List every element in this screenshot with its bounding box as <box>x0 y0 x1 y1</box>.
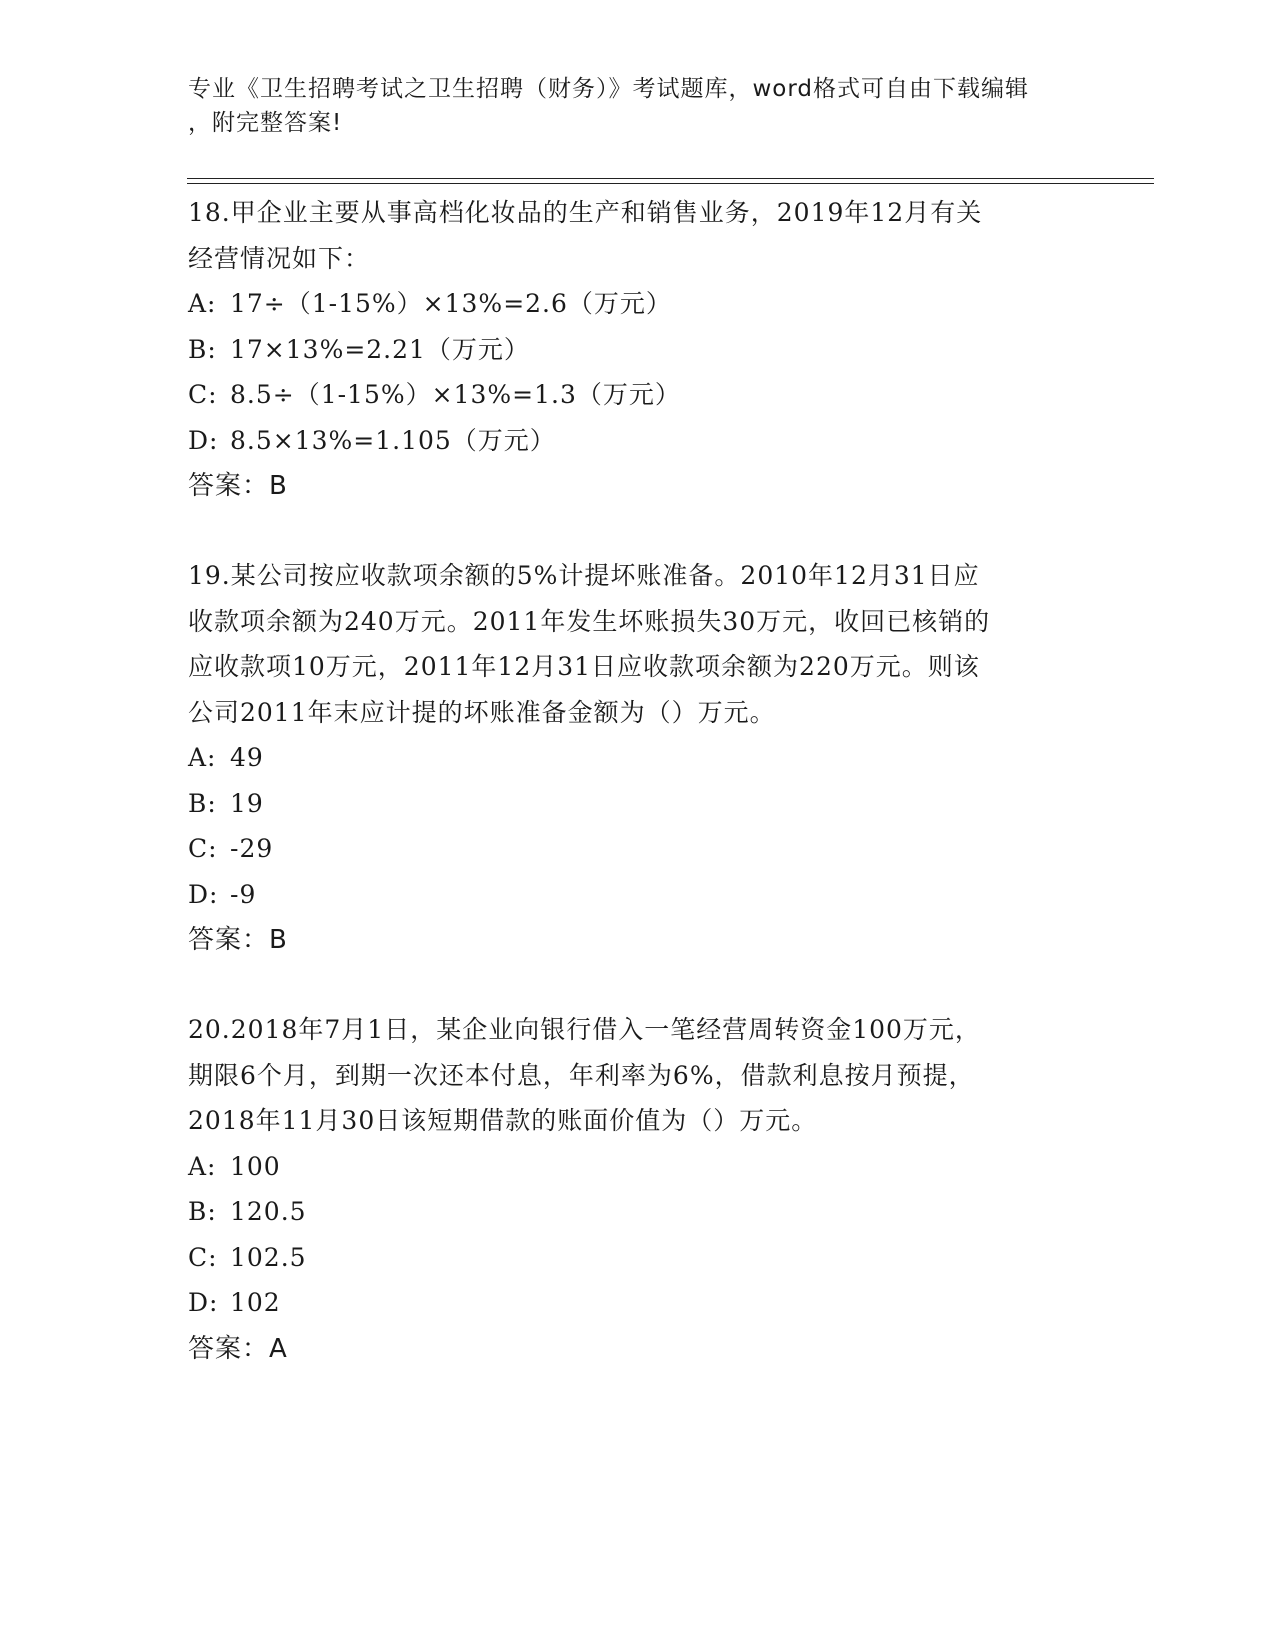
stem-line: 经营情况如下： <box>188 243 371 273</box>
option-b <box>188 781 1088 827</box>
question-stem <box>188 1007 1088 1144</box>
document-header <box>188 72 1068 140</box>
option-b <box>188 327 1088 373</box>
option-letter: B: <box>188 334 217 364</box>
option-text: 102 <box>230 1288 281 1317</box>
header-line-1: 专业《卫生招聘考试之卫生招聘（财务）》考试题库，word格式可自由下载编辑 <box>188 76 1030 102</box>
option-d <box>188 1280 1088 1326</box>
option-letter: D: <box>188 1288 219 1317</box>
stem-line: 19.某公司按应收款项余额的5%计提坏账准备。2010年12月31日应 <box>188 561 980 590</box>
option-text: -29 <box>230 834 274 863</box>
answer-line: 答案：A <box>188 1333 288 1364</box>
question-19 <box>188 553 1088 963</box>
option-b <box>188 1189 1088 1235</box>
option-text: 19 <box>230 788 264 818</box>
question-18 <box>188 190 1088 509</box>
option-letter: C: <box>188 1242 218 1272</box>
option-letter: D: <box>188 879 219 909</box>
option-c <box>188 826 1088 872</box>
stem-line: 18.甲企业主要从事高档化妆品的生产和销售业务，2019年12月有关 <box>188 198 983 227</box>
stem-line: 期限6个月，到期一次还本付息，年利率为6%，借款利息按月预提， <box>188 1060 975 1090</box>
option-letter: A: <box>188 1151 217 1181</box>
option-c <box>188 372 1088 418</box>
option-a <box>188 281 1088 327</box>
option-d <box>188 872 1088 918</box>
question-stem <box>188 553 1088 735</box>
option-letter: B: <box>188 1197 217 1226</box>
header-divider-top <box>187 178 1154 179</box>
option-text: 8.5×13%=1.105（万元） <box>230 425 556 455</box>
question-stem <box>188 190 1088 281</box>
option-text: 49 <box>230 743 264 772</box>
stem-line: 20.2018年7月1日，某企业向银行借入一笔经营周转资金100万元， <box>188 1015 981 1044</box>
option-letter: D: <box>188 425 219 455</box>
answer-line: 答案：B <box>188 925 288 955</box>
question-20 <box>188 1007 1088 1372</box>
option-a <box>188 1144 1088 1190</box>
option-letter: C: <box>188 834 218 863</box>
option-text: 100 <box>230 1151 281 1181</box>
option-letter: B: <box>188 788 217 818</box>
header-line-2: ，附完整答案! <box>188 110 343 136</box>
option-letter: A: <box>188 289 217 318</box>
option-text: 17×13%=2.21（万元） <box>230 334 530 364</box>
option-text: 102.5 <box>230 1242 307 1272</box>
option-d <box>188 418 1088 464</box>
stem-line: 收款项余额为240万元。2011年发生坏账损失30万元，收回已核销的 <box>188 606 991 636</box>
option-a <box>188 735 1088 781</box>
option-letter: A: <box>188 743 217 772</box>
header-divider-bottom <box>187 183 1154 184</box>
option-text: 120.5 <box>230 1197 307 1226</box>
question-list <box>188 190 1088 1416</box>
stem-line: 应收款项10万元，2011年12月31日应收款项余额为220万元。则该 <box>188 652 980 681</box>
stem-line: 2018年11月30日该短期借款的账面价值为（）万元。 <box>188 1106 818 1135</box>
option-text: -9 <box>230 879 257 909</box>
option-c <box>188 1235 1088 1281</box>
option-text: 8.5÷（1-15%）×13%=1.3（万元） <box>230 380 681 409</box>
option-text: 17÷（1-15%）×13%=2.6（万元） <box>230 289 672 318</box>
option-letter: C: <box>188 380 218 409</box>
answer-line: 答案：B <box>188 471 288 501</box>
stem-line: 公司2011年末应计提的坏账准备金额为（）万元。 <box>188 697 776 727</box>
